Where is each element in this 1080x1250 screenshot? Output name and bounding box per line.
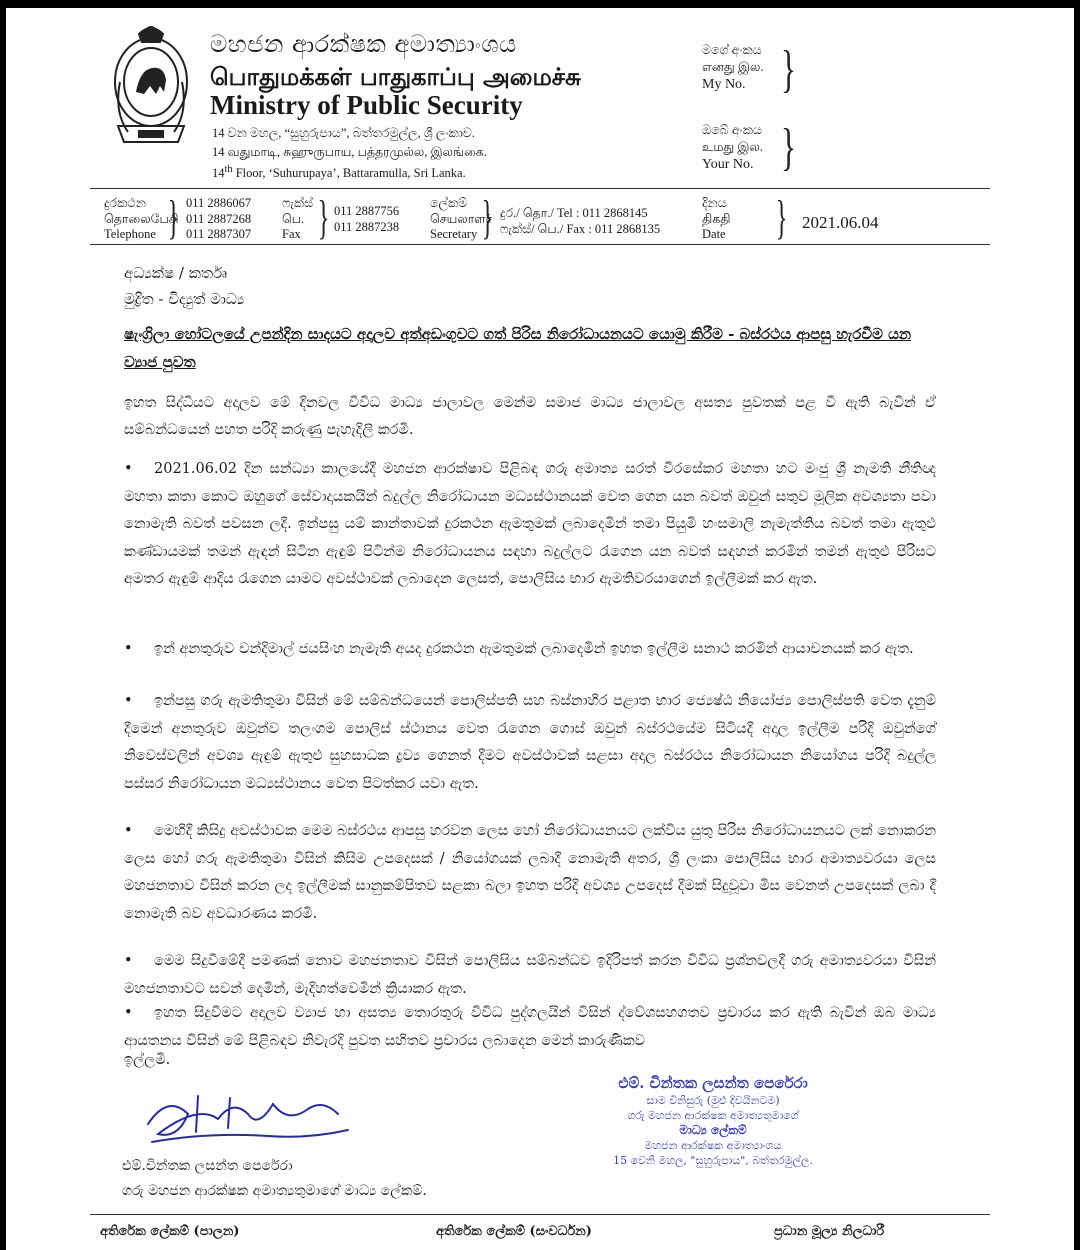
- header-divider: [90, 188, 990, 189]
- scan-border-right: [1074, 0, 1080, 1250]
- bullet-item: • ඉහත සිදුවීමට අදාලව ව්‍යාජ හා අසත්‍ය තොරතුරු විවිධ පුද්ගලයින් විසින් ද්වේශසහගතව ප්‍රචාරය කර ඇති බැවින් ඔබ මාධ්‍ය ආයතනය විසින් මේ පිළිබඳව නිවැරදි පුවත සහිතව ප්‍රචාරය ලබාදෙන මෙන් කාරුණිකව: [124, 1005, 936, 1049]
- brace-icon: }: [780, 119, 796, 176]
- official-stamp: එම්. චින්තක ලසන්ත පෙරේරා සාම විනිසුරු (මුළු දිවයිනටම) ගරු මහජන ආරක්ෂක අමාත්‍යතුමාගේ මාධ්‍ය ලේකම් මහජන ආරක්ෂක අමාත්‍යාංශය 15 වෙනි මහල, "සුහුරුපාය", බත්තරමුල්ල.: [613, 1074, 813, 1167]
- footer-divider: [90, 1214, 990, 1215]
- telephone-label: දුරකථන தொலைபேசி Telephone: [104, 196, 179, 241]
- footer-col-1: අතිරේක ලේකම් (පාලන): [100, 1224, 240, 1239]
- scan-border-top: [0, 0, 1080, 8]
- address-tamil: 14 வதுமாடி, சுஹுருபாய, பத்தரமுல்ல, இலங்கை.: [212, 145, 487, 159]
- your-number-block: ඔබේ අංකය உமது இல. Your No.: [702, 123, 764, 172]
- sri-lanka-emblem-icon: [108, 22, 194, 152]
- addressee-line-2: මුද්‍රිත - විද්‍යුත් මාධ්‍ය: [124, 290, 245, 308]
- telephone-numbers: 011 2886067 011 2887268 011 2887307: [186, 196, 252, 241]
- ministry-name-english: Ministry of Public Security: [210, 90, 523, 120]
- date-label: දිනය திகதி Date: [702, 196, 731, 241]
- bullet-item: • ඉන් අනතුරුව චන්දිමාල් ජයසිංහ නැමැති අයද දුරකථන ඇමතුමක් ලබාදෙමින් ඉහත ඉල්ලීම සනාථ කරමින් ආයාචනයක් කර ඇත.: [124, 641, 914, 657]
- intro-paragraph: ඉහත සිද්ධියට අදාලව මේ දිනවල විවිධ මාධ්‍ය ජාලාවල මෙන්ම සමාජ මාධ්‍ය ජාලාවල අසත්‍ය පුවතක් පළ වී ඇති බැවින් ඒ සම්බන්ධයෙන් පහත පරිදි කරුණු පැහැදිලි කරමි.: [124, 395, 936, 438]
- brace-icon: }: [775, 191, 788, 244]
- contact-divider: [90, 244, 990, 245]
- brace-icon: }: [317, 191, 330, 244]
- letter-date: 2021.06.04: [802, 213, 879, 232]
- handwritten-signature: [138, 1084, 358, 1154]
- scan-border-left: [0, 0, 6, 1250]
- brace-icon: }: [481, 191, 494, 244]
- letter-subject: ෂැංග්‍රිලා හෝටලයේ උපන්දින සාදයට අදාලව අත්අඩංගුවට ගත් පිරිස නිරෝධායනයට යොමු කිරීම - බස්රථය ආපසු හැරවීම යන ව්‍යාජ පුවත: [124, 325, 912, 371]
- bullet-item: • මෙහිදී කිසිදු අවස්ථාවක මෙම බස්රථය ආපසු හරවන ලෙස හෝ නිරෝධායනයට ලක්විය යුතු පිරිස නිරෝධායනයට ලක් නොකරන ලෙස හෝ ගරු ඇමතිතුමා විසින් කිසිම උපදෙසක් / නියෝගයක් ලබාදී නොමැති අතර, ශ්‍රී ලංකා පොලිසිය භාර අමාත්‍යවරයා ලෙස මහජනතාව විසින් කරන ලද ඉල්ලීමක් සානුකම්පිතව සළකා බලා ඉහත පරිදි අවශ්‍ය උපදෙස් දීමක් සිදුවූවා මිස වෙනත් උපදෙසක් ලබා දී නොමැති බව අවධාරණය කරමි.: [124, 823, 936, 922]
- fax-numbers: 011 2887756 011 2887238: [334, 204, 400, 234]
- signer-title: ගරු මහජන ආරක්ෂක අමාත්‍යතුමාගේ මාධ්‍ය ලේකම්.: [122, 1183, 427, 1199]
- footer-col-2: අතිරේක ලේකම් (සංවර්ධන): [436, 1224, 592, 1239]
- closing-word: ඉල්ලමි.: [124, 1052, 171, 1068]
- bullet-item: • ඉන්පසු ගරු ඇමතිතුමා විසින් මේ සම්බන්ධයෙන් පොලිස්පති සහ බස්නාහිර පළාත භාර ජ්‍යෙෂ්ඨ නියෝජ්‍ය පොලිස්පති වෙත දැනුම් දීමෙන් අනතුරුව ඔවුන්ව තලංගම පොලිස් ස්ථානය වෙත රැගෙන ගොස් ඔවුන් බස්රථයේම සිටියදී අදාල ඉල්ලීම පරිදි ඔවුන්ගේ නිවෙස්වලින් අවශ්‍ය ඇඳුම් ඇතුළු සුහසාධක ද්‍රව්‍ය ගෙනත් දීමට අවස්ථාවක් සළසා අදාල බස්රථය නිරෝධායන නියෝගය පරිදි බදුල්ල පස්සර නිරෝධායන මධ්‍යස්ථානය වෙත පිටත්කර යවා ඇත.: [124, 693, 936, 792]
- secretary-label: ලේකම් செயலாளர் Secretary: [430, 196, 493, 241]
- brace-icon: }: [780, 41, 796, 98]
- bullet-item: • 2021.06.02 දින සන්ධ්‍යා කාලයේදී මහජන ආරක්ෂාව පිළිබඳ ගරු අමාත්‍ය සරත් වීරසේකර මහතා හට මංජු ශ්‍රී නැමති නීතිඥ මහතා කතා කොට ඔහුගේ සේවාදායකයින් බදුල්ල නිරෝධායන මධ්‍යස්ථානයක් වෙත ගෙන යන බවත් ඔවුන් සතුව මූලික අවශ්‍යතා පවා නොමැති බවත් පවසන ලදී. ඉන්පසු යම් කාන්තාවක් දුරකථන ඇමතුමක් ලබාදෙමින් තමා පියුමි හංසමාලි නැමැත්තිය බවත් තමා ඇතුළු කණ්ඩායමක් තමන් ඇඳන් සිටින ඇඳුම් පිටින්ම නිරෝධායනය සඳහා බදුල්ලට රැගෙන යන බවත් සඳහන් කරමින් තමන් ඇතුළු පිරිසට අමතර ඇඳුම් ආදිය රැගෙන යාමට අවස්ථාවක් ලබාදෙන ලෙසත්, පොලිසිය භාර ඇමතිවරයාගෙන් ඉල්ලීමක් කර ඇත.: [124, 461, 936, 587]
- fax-label: ෆැක්ස් பெ. Fax: [282, 196, 314, 241]
- addressee-line-1: අධ්‍යක්ෂ / කර්තෘ: [124, 264, 228, 282]
- ministry-name-tamil: பொதுமக்கள் பாதுகாப்பு அமைச்சு: [210, 62, 581, 91]
- brace-icon: }: [167, 191, 180, 244]
- address-english: 14th Floor, ‘Suhurupaya’, Battaramulla, Sri Lanka.: [212, 164, 466, 181]
- bullet-item: • මෙම සිදුවීමේදී පමණක් නොව මහජනතාව විසින් පොලිසිය සම්බන්ධව ඉදිරිපත් කරන විවිධ ප්‍රශ්නවලදී ගරු අමාත්‍යවරයා විසින් මහජනතාවට සවන් දෙමින්, මැදිහත්වෙමින් ක්‍රියාකර ඇත.: [124, 953, 936, 997]
- address-sinhala: 14 වන මහල, “සුහුරුපාය”, බත්තරමුල්ල, ශ්‍රී ලංකාව.: [212, 126, 475, 140]
- signer-name: එම්.චින්තක ලසන්ත පෙරේරා: [122, 1158, 293, 1174]
- my-number-block: මගේ අංකය எனது இல. My No.: [702, 43, 764, 92]
- secretary-contacts: දුර./ தொ./ Tel : 011 2868145 ෆැක්ස්/ பெ./ Fax : 011 2868135: [500, 206, 661, 236]
- footer-col-3: ප්‍රධාන මූල්‍ය නිලධාරී: [774, 1224, 885, 1239]
- ministry-name-sinhala: මහජන ආරක්ෂක අමාත්‍යාංශය: [210, 30, 517, 58]
